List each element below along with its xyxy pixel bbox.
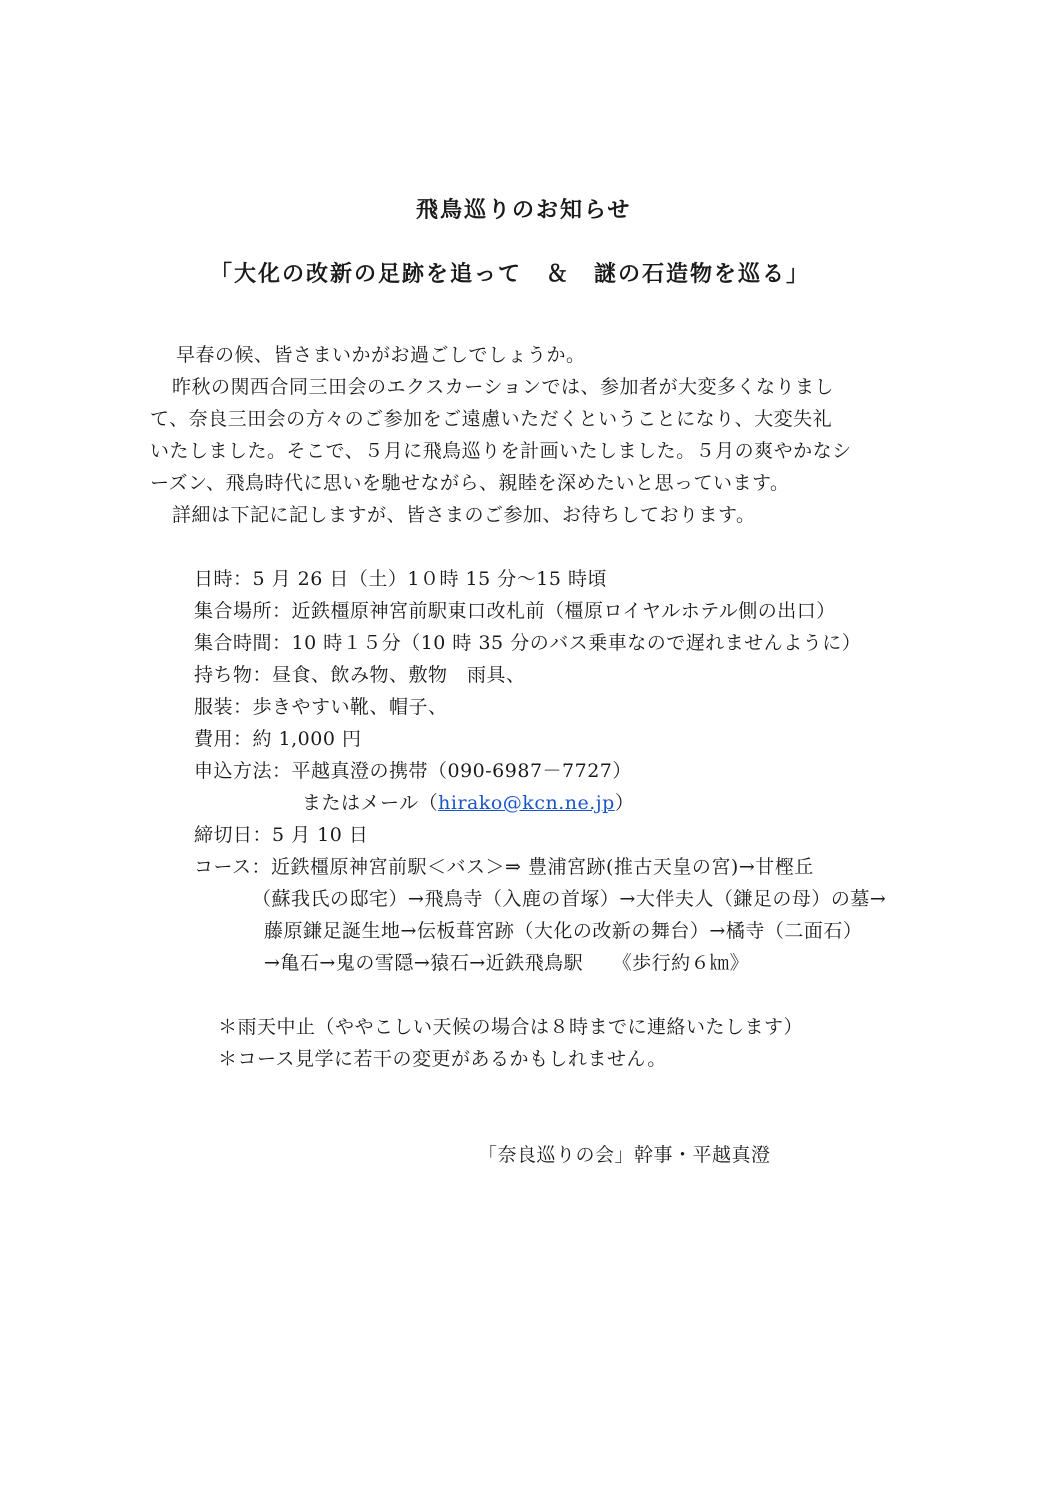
- detail-datetime: 日時：5 月 26 日（土）1０時 15 分～15 時頃: [194, 568, 607, 590]
- detail-deadline: 締切日：5 月 10 日: [194, 824, 369, 846]
- mail-suffix: ）: [614, 792, 635, 814]
- detail-apply-mail-line: [302, 789, 634, 817]
- detail-meeting-place: 集合場所：近鉄橿原神宮前駅東口改札前（橿原ロイヤルホテル側の出口）: [194, 600, 836, 622]
- note-line: ＊コース見学に若干の変更があるかもしれません。: [218, 1048, 667, 1070]
- greeting-line: 詳細は下記に記しますが、皆さまのご参加、お待ちしております。: [172, 504, 756, 526]
- detail-belongings: 持ち物：昼食、飲み物、敷物 雨具、: [194, 664, 526, 686]
- page-subtitle: 「大化の改新の足跡を追って ＆ 謎の石造物を巡る」: [210, 261, 811, 287]
- course-line: コース：近鉄橿原神宮前駅＜バス＞⇒ 豊浦宮跡(推古天皇の宮)→甘樫丘: [194, 856, 814, 878]
- greeting-line: ーズン、飛鳥時代に思いを馳せながら、親睦を深めたいと思っています。: [150, 472, 790, 494]
- greeting-line: て、奈良三田会の方々のご参加をご遠慮いただくということになり、大変失礼: [150, 408, 833, 430]
- greeting-line: 昨秋の関西合同三田会のエクスカーションでは、参加者が大変多くなりまし: [172, 376, 835, 398]
- course-line: 藤原鎌足誕生地→伝板葺宮跡（大化の改新の舞台）→橘寺（二面石）: [264, 920, 863, 942]
- course-line: →亀石→鬼の雪隠→猿石→近鉄飛鳥駅 《歩行約６㎞》: [264, 952, 750, 974]
- mail-prefix: またはメール（: [302, 792, 439, 814]
- greeting-line: 早春の候、皆さまいかがお過ごしでしょうか。: [176, 344, 586, 366]
- detail-meeting-time: 集合時間：10 時１５分（10 時 35 分のバス乗車なので遅れませんように）: [194, 632, 862, 654]
- signature: 「奈良巡りの会」幹事・平越真澄: [478, 1144, 771, 1166]
- detail-clothing: 服装：歩きやすい靴、帽子、: [194, 696, 448, 718]
- detail-cost: 費用：約 1,000 円: [194, 728, 362, 750]
- course-line: （蘇我氏の邸宅）→飛鳥寺（入鹿の首塚）→大伴夫人（鎌足の母）の墓→: [252, 888, 887, 910]
- detail-apply: 申込方法：平越真澄の携帯（090-6987－7727）: [194, 760, 632, 782]
- note-line: ＊雨天中止（ややこしい天候の場合は８時までに連絡いたします）: [218, 1016, 804, 1038]
- page-title: 飛鳥巡りのお知らせ: [416, 197, 632, 223]
- greeting-line: いたしました。そこで、５月に飛鳥巡りを計画いたしました。５月の爽やかなシ: [150, 440, 852, 462]
- email-link[interactable]: hirako@kcn.ne.jp: [438, 792, 615, 814]
